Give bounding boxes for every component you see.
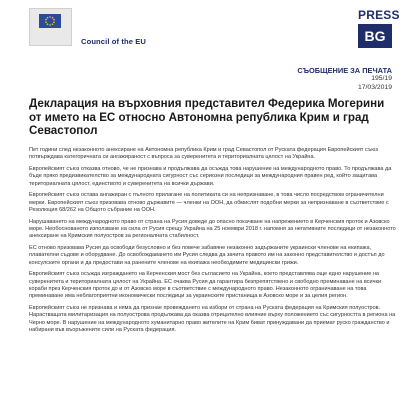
council-name: Council of the EU bbox=[81, 37, 146, 46]
article-body bbox=[29, 147, 397, 339]
paragraph: ЕС отново призовава Русия да освободи безусловно и без повече забавяне незаконно задържаните украински членове на екипажа, плавателни съдове и оборудване. До освобождаването им Русия следва да зачита правото им на законно представителство и достъп до консулските органи и да предостави на ранените членове на екипажа необходимите медицински грижи. bbox=[29, 244, 385, 266]
paragraph: Европейският съюз остава ангажиран с пълното прилагане на политиката си на непризнаване, в това число посредством ограничителни мерки. Европейският съюз призовава отново държавите — членки на ООН, да обмислят подобни мерки за непризнаване в съответствие с Резолюция 68/262 на Общото събрание на ООН. bbox=[29, 192, 389, 213]
paragraph: Пет години след незаконното анексиране на Автономна република Крим и град Севастопол от Руската федерация Европейският съюз потвърждава категоричната си ангажираност с въпроса за суверенитета и териториалната цялост на Украйна. bbox=[29, 147, 378, 161]
council-logo bbox=[29, 8, 72, 46]
release-type: СЪОБЩЕНИЕ ЗА ПЕЧАТА bbox=[297, 66, 392, 75]
paragraph: Европейският съюз не признава и няма да признае провеждането на избори от страна на Руската федерация на Кримския полуостров. Нарастващата милитаризация на полуострова продължава да оказва отрицателно влияние върху положението със сигурността в региона на Черно море. В нарушение на международното хуманитарно право жителите на Крим биват принуждавани да приемат руско гражданство и набирани във въоръжените сили на Руската федерация. bbox=[29, 304, 396, 333]
press-label: PRESS bbox=[358, 8, 400, 22]
release-number: 195/19 bbox=[371, 75, 392, 82]
paragraph: Европейският съюз осъжда изграждането на Керченския мост без съгласието на Украйна, което представлява още едно нарушение на суверенитета и териториалната цялост на Украйна. ЕС очаква Русия да гарантира безпрепятствено и свободно преминаване на всички кораби през Керченския проток до и от Азовско море в съответствие с международното право. Незаконното ограничаване на това преминаване има неблагоприятни икономически последици за украинските пристанища в Азовско море и за целия регион. bbox=[29, 271, 382, 300]
release-meta bbox=[297, 66, 392, 92]
paragraph: Нарушаването на международното право от страна на Русия доведе до опасно покачване на напрежението в Керченския проток и Азовско море. Необоснованото използване на сила от Русия срещу Украйна на 25 ноември 2018 г. напомня за негативните последици от незаконното анексиране на Кримския полуостров за регионалната стабилност. bbox=[29, 218, 396, 240]
release-date: 17/03/2019 bbox=[357, 83, 392, 91]
language-badge: BG bbox=[358, 24, 392, 48]
page-title: Декларация на върховния представител Федерика Могерини от името на ЕС относно Автономна република Крим и град Севастопол bbox=[29, 97, 385, 138]
paragraph: Европейският съюз отказва отново, че не признава и продължава да осъжда това нарушение на международното право. То продължава да бъде пряко предизвикателство за международната сигурност със сериозни последици за международния правен ред, който защитава териториалната цялост, единството и суверенитета на всички държави. bbox=[29, 165, 392, 187]
